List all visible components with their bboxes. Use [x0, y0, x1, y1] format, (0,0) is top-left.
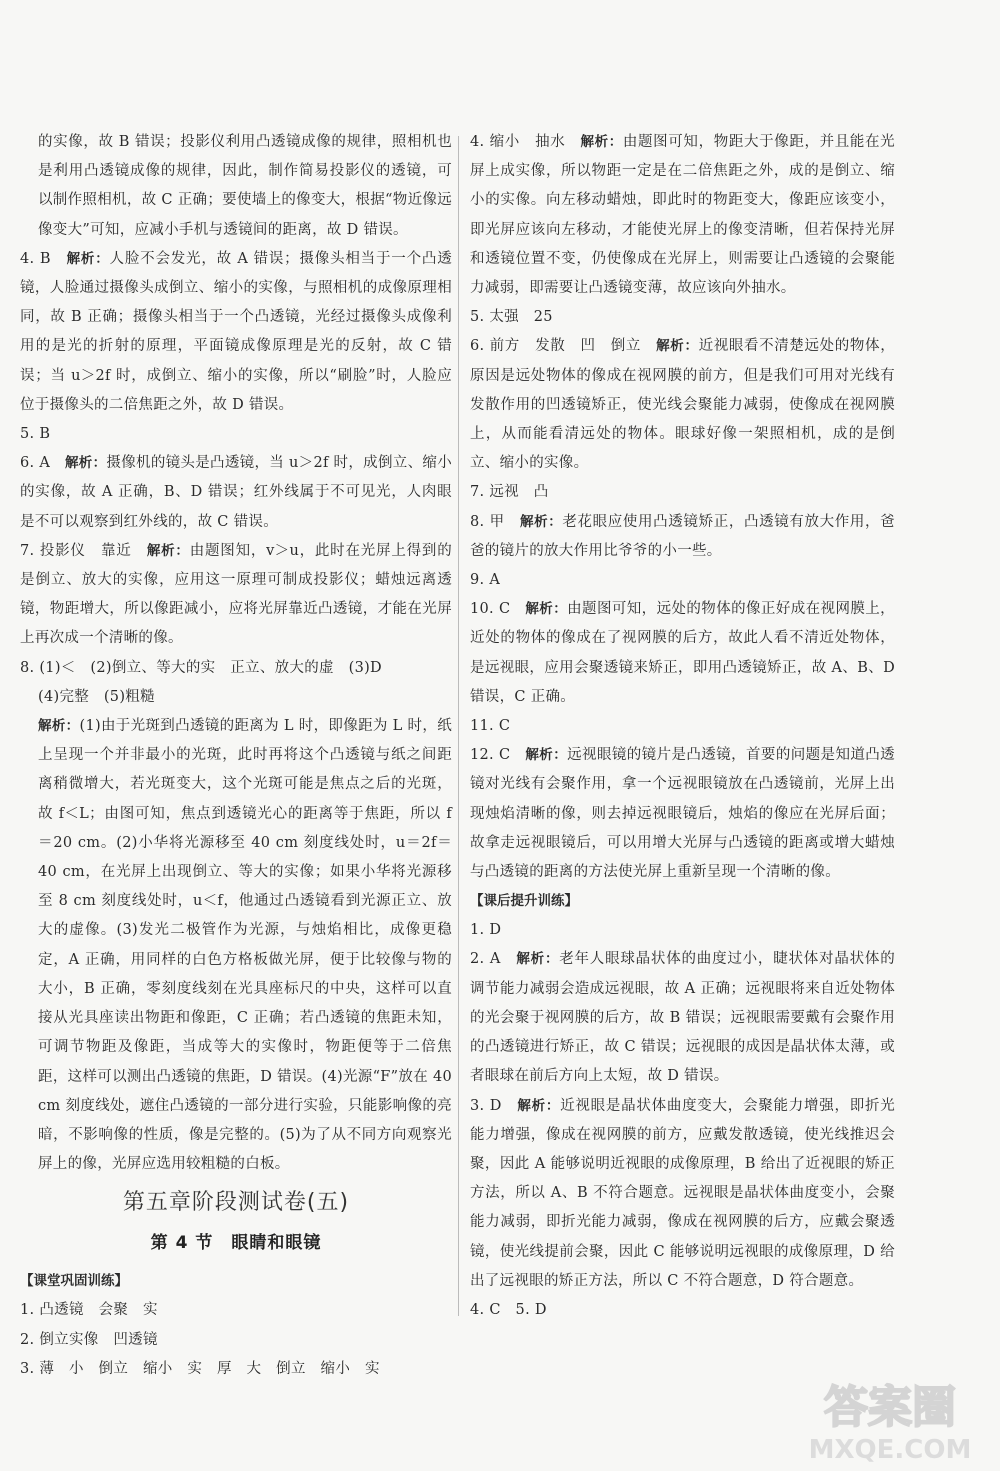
answer-r4-lead: 4. 缩小 抽水: [470, 134, 581, 150]
answer-q8-line2: (4)完整 (5)粗糙: [38, 688, 155, 705]
answer-r7: 7. 远视 凸: [470, 484, 549, 501]
answer-c1: 1. 凸透镜 会聚 实: [20, 1302, 158, 1319]
analysis-label: 解析：: [580, 134, 623, 150]
answer-q7: [20, 537, 452, 654]
answer-r6: [470, 332, 895, 478]
left-column: [20, 128, 452, 1384]
answer-r8-text: 老花眼应使用凸透镜矫正，凸透镜有放大作用，爸爸的镜片的放大作用比爷爷的小一些。: [470, 513, 895, 559]
analysis-label: 解析：: [517, 1097, 561, 1114]
answer-q7-lead: 7. 投影仪 靠近: [20, 542, 147, 559]
answer-r12-lead: 12. C: [470, 747, 526, 764]
analysis-label: 解析：: [516, 951, 560, 968]
answer-r12: [470, 741, 895, 887]
analysis-label: 解析：: [38, 718, 80, 735]
answer-r8: [470, 508, 895, 566]
answer-r11: 11. C: [470, 718, 511, 735]
answer-s2: [470, 945, 895, 1091]
answer-q4-text: 人脸不会发光，故 A 错误；摄像头相当于一个凸透镜，人脸通过摄像头成倒立、缩小的实像，与照相机的成像原理相同，故 B 正确；摄像头相当于一个凸透镜，光经过摄像头成像利用的是光的折射的原理，平面镜成像原理是光的反射，故 C 错误；当 u＞2f 时，成倒立、缩小的实像，所以“刷脸”时，人脸应位于摄像头的二倍焦距之外，故 D 错误。: [20, 250, 452, 413]
answer-r5: 5. 太强 25: [470, 309, 553, 326]
answer-q8-analysis: [20, 712, 452, 1179]
answer-q6: [20, 449, 452, 537]
answer-r9: 9. A: [470, 572, 501, 589]
analysis-label: 解析：: [66, 250, 110, 267]
answer-q5: 5. B: [20, 426, 51, 443]
answer-r8-lead: 8. 甲: [470, 513, 520, 530]
answer-q8-line1: 8. (1)＜ (2)倒立、等大的实 正立、放大的虚 (3)D: [20, 659, 382, 676]
answer-q6-text: 摄像机的镜头是凸透镜，当 u＞2f 时，成倒立、缩小的实像，故 A 正确，B、D 错误；红外线属于不可见光，人肉眼是不可以观察到红外线的，故 C 错误。: [20, 455, 453, 530]
watermark-bottom-text: MXQE.COM: [808, 1435, 972, 1465]
answer-s3-lead: 3. D: [470, 1097, 518, 1114]
analysis-label: 解析：: [525, 747, 568, 764]
block-heading-classroom: 【课堂巩固训练】: [20, 1273, 128, 1290]
answer-r10: [470, 595, 895, 712]
answer-q7-text: 由题图知，v＞u，此时在光屏上得到的是倒立、放大的实像，应用这一原理可制成投影仪；蜡烛远离透镜，物距增大，所以像距减小，应将光屏靠近凸透镜，才能在光屏上再次成一个清晰的像。: [20, 542, 452, 647]
answer-c3: 3. 薄 小 倒立 缩小 实 厚 大 倒立 缩小 实: [20, 1360, 380, 1377]
block-heading-after-class: 【课后提升训练】: [470, 893, 578, 910]
answer-r6-lead: 6. 前方 发散 凹 倒立: [470, 338, 657, 355]
answer-s3: [470, 1092, 895, 1296]
answer-s1: 1. D: [470, 922, 502, 939]
answer-continuation: 的实像，故 B 错误；投影仪利用凸透镜成像的规律，照相机也是利用凸透镜成像的规律，因此，制作简易投影仪的透镜，可以制作照相机，故 C 正确；要使墙上的像变大，根据“物近像远像变大”可知，应减小手机与透镜间的距离，故 D 错误。: [38, 134, 452, 238]
answer-q8-text: (1)由于光斑到凸透镜的距离为 L 时，即像距为 L 时，纸上呈现一个并非最小的光斑，此时再将这个凸透镜与纸之间距离稍微增大，若光斑变大，这个光斑可能是焦点之后的光斑，故 f＜L；由图可知，焦点到透镜光心的距离等于焦距，所以 f＝20 cm。(2)小华将光源移至 40 cm 刻度线处时，u＝2f＝40 cm，在光屏上出现倒立、等大的实像；如果小华将光源移至 8 cm 刻度线处时，u＜f，他通过凸透镜看到光源正立、放大的虚像。(3)发光二极管作为光源，与烛焰相比，成像更稳定，A 正确，用同样的白色方格板做光屏，便于比较像与物的大小，B 正确，零刻度线刻在光具座标尺的中央，这样可以直接从光具座读出物距和像距，C 正确；若凸透镜的焦距未知，可调节物距及像距，当成等大的实像时，物距便等于二倍焦距，这样可以测出凸透镜的焦距，D 错误。(4)光源“F”放在 40 cm 刻度线处，遮住凸透镜的一部分进行实验，只能影响像的亮暗，不影响像的性质，像是完整的。(5)为了从不同方向观察光屏上的像，光屏应选用较粗糙的白板。: [38, 718, 452, 1173]
right-column: [470, 128, 895, 1325]
analysis-label: 解析：: [519, 513, 563, 530]
answer-s2-lead: 2. A: [470, 951, 517, 968]
answer-q4-lead: 4. B: [20, 250, 67, 267]
column-divider: [458, 136, 459, 1316]
answer-s2-text: 老年人眼球晶状体的曲度过小，睫状体对晶状体的调节能力减弱会造成远视眼，故 A 正确；远视眼将来自近处物体的光会聚于视网膜的后方，故 B 错误；远视眼需要戴有会聚作用的凸透镜进行矫正，故 C 错误；远视眼的成因是晶状体太薄，或者眼球在前后方向上太短，故 D 错误。: [470, 951, 895, 1085]
answer-c2: 2. 倒立实像 凹透镜: [20, 1331, 158, 1348]
answer-q6-lead: 6. A: [20, 455, 65, 472]
answer-r12-text: 远视眼镜的镜片是凸透镜，首要的问题是知道凸透镜对光线有会聚作用，拿一个远视眼镜放在凸透镜前，光屏上出现烛焰清晰的像，则去掉远视眼镜后，烛焰的像应在光屏后面；故拿走远视眼镜后，可以用增大光屏与凸透镜的距离或增大蜡烛与凸透镜的距离的方法使光屏上重新呈现一个清晰的像。: [470, 747, 895, 881]
answer-r10-lead: 10. C: [470, 601, 526, 618]
subsection-title: 第 4 节 眼睛和眼镜: [150, 1233, 322, 1254]
section-title: 第五章阶段测试卷(五): [122, 1190, 350, 1216]
answer-r10-text: 由题图可知，远处的物体的像正好成在视网膜上，近处的物体的像成在了视网膜的后方，故此人看不清近处物体，是远视眼，应用会聚透镜来矫正，即用凸透镜矫正，故 A、B、D 错误，C 正确。: [470, 601, 895, 705]
watermark-top-text: 答案圈: [824, 1382, 956, 1433]
analysis-label: 解析：: [525, 601, 568, 618]
watermark-logo: [800, 1374, 980, 1466]
answer-q4: [20, 245, 452, 420]
analysis-label: 解析：: [64, 455, 107, 472]
answer-r4: [470, 128, 895, 303]
answer-s45: 4. C 5. D: [470, 1301, 547, 1318]
analysis-label: 解析：: [656, 338, 699, 355]
answer-r6-text: 近视眼看不清楚远处的物体，原因是远处物体的像成在视网膜的前方，但是我们可用对光线有发散作用的凹透镜矫正，使光线会聚能力减弱，使像成在视网膜上，从而能看清远处的物体。眼球好像一架照相机，成的是倒立、缩小的实像。: [470, 338, 895, 472]
answer-r4-text: 由题图可知，物距大于像距，并且能在光屏上成实像，所以物距一定是在二倍焦距之外，成的是倒立、缩小的实像。向左移动蜡烛，即此时的物距变大，像距应该变小，即光屏应该向左移动，才能使光屏上的像变清晰，但若保持光屏和透镜位置不变，仍使像成在光屏上，则需要让凸透镜的会聚能力减弱，即需要让凸透镜变薄，故应该向外抽水。: [470, 134, 895, 297]
analysis-label: 解析：: [146, 542, 190, 559]
answer-s3-text: 近视眼是晶状体曲度变大，会聚能力增强，即折光能力增强，像成在视网膜的前方，应戴发散透镜，使光线推迟会聚，因此 A 能够说明近视眼的成像原理，B 给出了近视眼的矫正方法，所以 A、B 不符合题意。远视眼是晶状体曲度变小，会聚能力减弱，即折光能力减弱，像成在视网膜的后方，应戴会聚透镜，使光线提前会聚，因此 C 能够说明远视眼的成像原理，D 给出了远视眼的矫正方法，所以 C 不符合题意，D 符合题意。: [470, 1097, 895, 1289]
